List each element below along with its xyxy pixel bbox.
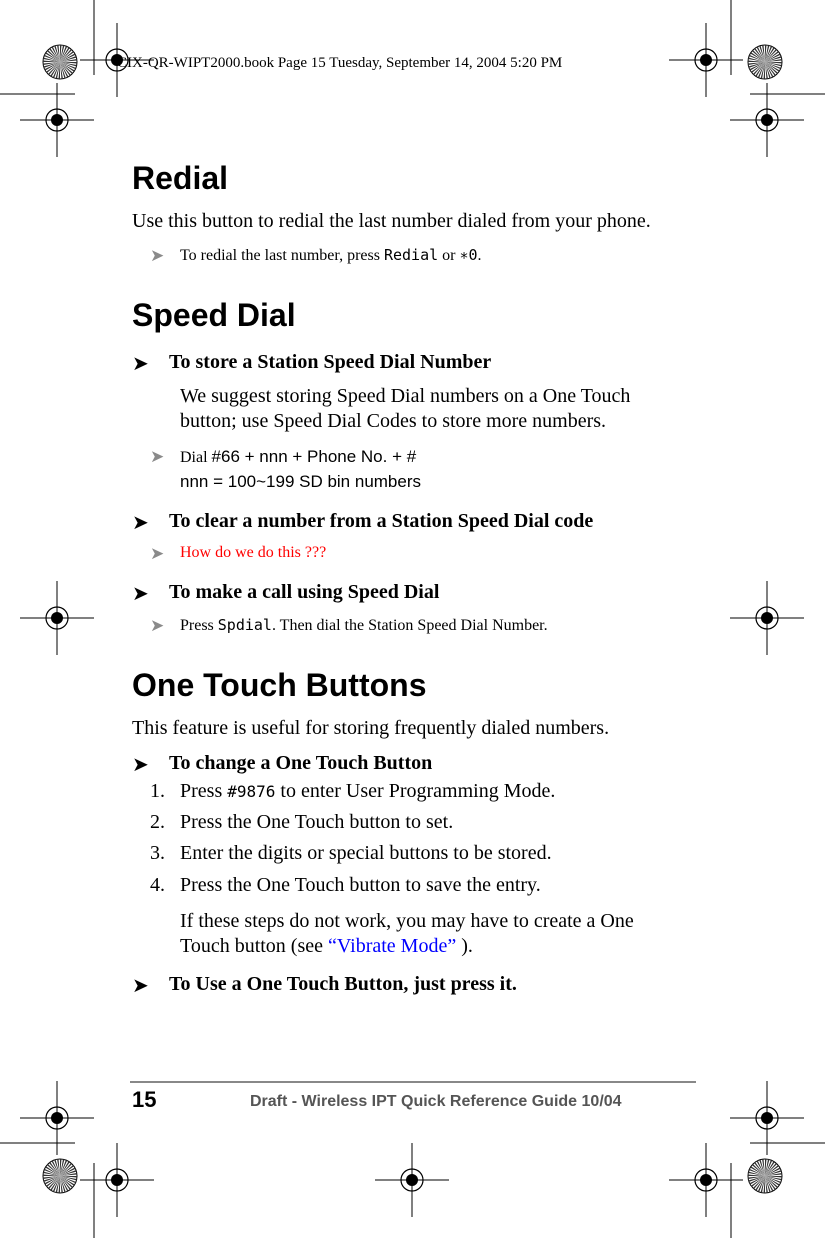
step-2: Press the One Touch button to set. — [180, 811, 454, 833]
step-number: 2. — [150, 811, 165, 833]
step-number: 4. — [150, 874, 165, 896]
subheading-use: To Use a One Touch Button, just press it. — [169, 973, 517, 995]
heading-redial: Redial — [132, 160, 229, 196]
arrow-icon: ➤ — [150, 447, 165, 466]
subheading-change: To change a One Touch Button — [169, 752, 433, 774]
dial-step: Dial #66 + nnn + Phone No. + # — [180, 447, 417, 466]
step-3: Enter the digits or special buttons to be stored. — [180, 842, 552, 864]
page-number: 15 — [132, 1087, 157, 1112]
print-slug: CIX-QR-WIPT2000.book Page 15 Tuesday, September 14, 2004 5:20 PM — [117, 55, 563, 71]
arrow-icon: ➤ — [132, 754, 149, 776]
arrow-icon: ➤ — [150, 246, 165, 265]
arrow-icon: ➤ — [132, 583, 149, 605]
redial-description: Use this button to redial the last number dialed from your phone. — [132, 210, 651, 232]
step-1: Press #9876 to enter User Programming Mode. — [180, 780, 556, 802]
paragraph: button; use Speed Dial Codes to store more numbers. — [180, 410, 607, 432]
heading-one-touch: One Touch Buttons — [132, 667, 427, 703]
arrow-icon: ➤ — [150, 544, 165, 563]
step-4: Press the One Touch button to save the entry. — [180, 874, 541, 896]
paragraph: If these steps do not work, you may have to create a One — [180, 910, 634, 932]
paragraph: Touch button (see “Vibrate Mode” ). — [180, 935, 473, 957]
subheading-call: To make a call using Speed Dial — [169, 581, 440, 603]
nnn-note: nnn = 100~199 SD bin numbers — [180, 472, 422, 491]
heading-speed-dial: Speed Dial — [132, 297, 296, 333]
step-number: 1. — [150, 780, 165, 802]
footer-text: Draft - Wireless IPT Quick Reference Guide 10/04 — [250, 1093, 622, 1110]
step-number: 3. — [150, 842, 165, 864]
vibrate-mode-link[interactable]: “Vibrate Mode” — [328, 935, 457, 957]
call-step: Press Spdial. Then dial the Station Speed Dial Number. — [180, 616, 548, 634]
redial-step: To redial the last number, press Redial or ∗0. — [180, 246, 482, 264]
subheading-store: To store a Station Speed Dial Number — [169, 351, 492, 373]
footer-rule — [130, 1081, 696, 1083]
paragraph: We suggest storing Speed Dial numbers on a One Touch — [180, 385, 631, 407]
editor-note: How do we do this ??? — [180, 544, 327, 561]
paragraph: This feature is useful for storing frequently dialed numbers. — [132, 717, 610, 739]
subheading-clear: To clear a number from a Station Speed Dial code — [169, 510, 594, 532]
arrow-icon: ➤ — [132, 975, 149, 997]
arrow-icon: ➤ — [150, 616, 165, 635]
arrow-icon: ➤ — [132, 353, 149, 375]
arrow-icon: ➤ — [132, 512, 149, 534]
